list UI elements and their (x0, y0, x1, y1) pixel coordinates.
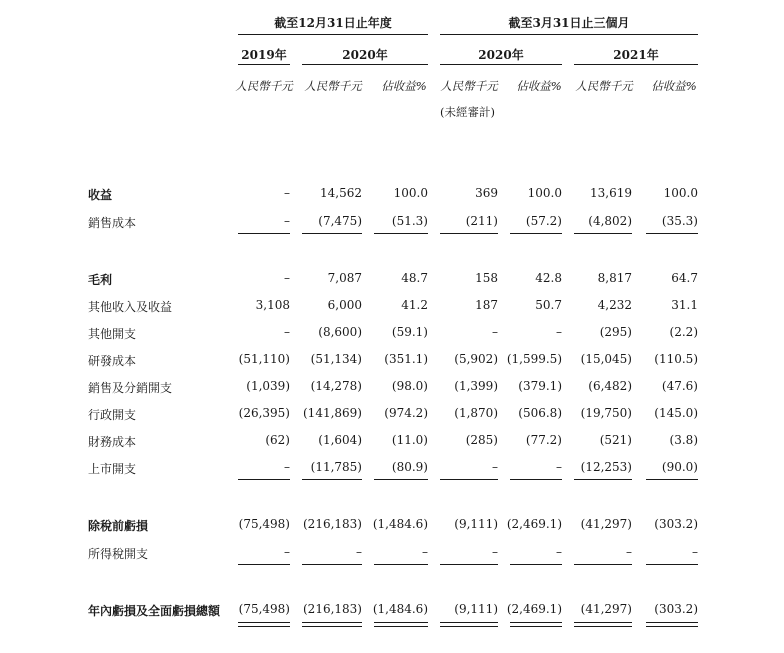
subtotal-underline (374, 479, 428, 480)
subtotal-underline (238, 479, 290, 480)
year-underline-2019 (238, 64, 290, 65)
unit-header: 人民幣千元 (575, 79, 633, 93)
table-cell: – (284, 325, 290, 339)
table-cell: (216,183) (303, 602, 362, 616)
year-underline-2020 (302, 64, 428, 65)
table-cell: (1,870) (454, 406, 498, 420)
row-label: 其他收入及收益 (88, 300, 173, 314)
table-cell: (11,785) (310, 460, 362, 474)
subtotal-underline (302, 564, 362, 565)
subtotal-underline (440, 479, 498, 480)
table-cell: 8,817 (597, 271, 632, 285)
subtotal-underline (374, 564, 428, 565)
subtotal-underline (646, 233, 698, 234)
subtotal-underline (302, 233, 362, 234)
total-double-underline-bottom (440, 626, 498, 627)
table-cell: – (284, 271, 290, 285)
subtotal-underline (574, 233, 632, 234)
table-cell: (47.6) (661, 379, 698, 393)
table-cell: (6,482) (588, 379, 632, 393)
unit-header: 佔收益% (651, 79, 697, 93)
table-cell: (75,498) (238, 602, 290, 616)
table-cell: (506.8) (518, 406, 562, 420)
table-cell: (1,399) (454, 379, 498, 393)
table-cell: – (422, 545, 428, 559)
table-cell: (62) (265, 433, 290, 447)
subtotal-underline (574, 479, 632, 480)
table-cell: 48.7 (401, 271, 428, 285)
total-double-underline-bottom (574, 626, 632, 627)
table-cell: – (556, 460, 562, 474)
table-cell: (12,253) (580, 460, 632, 474)
total-double-underline-bottom (646, 626, 698, 627)
table-cell: – (556, 545, 562, 559)
row-label: 財務成本 (88, 435, 137, 449)
total-double-underline-top (238, 622, 290, 623)
row-label: 年內虧損及全面虧損總額 (88, 604, 221, 618)
table-cell: (521) (599, 433, 632, 447)
table-cell: (110.5) (654, 352, 698, 366)
row-label: 毛利 (88, 273, 113, 287)
table-cell: 100.0 (663, 186, 698, 200)
table-cell: – (492, 545, 498, 559)
table-cell: (14,278) (310, 379, 362, 393)
table-cell: (98.0) (391, 379, 428, 393)
subtotal-underline (510, 479, 562, 480)
table-cell: (57.2) (525, 214, 562, 228)
total-double-underline-top (440, 622, 498, 623)
table-cell: 50.7 (535, 298, 562, 312)
table-cell: 158 (475, 271, 498, 285)
group-header-quarter: 截至3月31日止三個月 (508, 16, 630, 30)
row-label: 銷售成本 (88, 216, 137, 230)
table-cell: (1,039) (246, 379, 290, 393)
table-cell: (51.3) (391, 214, 428, 228)
year-header-2020: 2020年 (342, 48, 388, 62)
table-cell: (2.2) (669, 325, 698, 339)
table-cell: (285) (465, 433, 498, 447)
group-header-year: 截至12月31日止年度 (274, 16, 392, 30)
table-cell: – (626, 545, 632, 559)
table-cell: (974.2) (384, 406, 428, 420)
unaudited-note: (未經審計) (440, 105, 495, 119)
table-cell: 13,619 (590, 186, 632, 200)
table-cell: (1,484.6) (372, 517, 428, 531)
subtotal-underline (646, 479, 698, 480)
subtotal-underline (510, 564, 562, 565)
unit-header: 佔收益% (516, 79, 562, 93)
total-double-underline-top (646, 622, 698, 623)
year-header-2021-q1: 2021年 (613, 48, 659, 62)
table-cell: (59.1) (391, 325, 428, 339)
table-cell: (303.2) (654, 602, 698, 616)
table-cell: (35.3) (661, 214, 698, 228)
table-cell: 6,000 (327, 298, 362, 312)
unit-header: 人民幣千元 (304, 79, 362, 93)
table-cell: 4,232 (597, 298, 632, 312)
subtotal-underline (238, 564, 290, 565)
table-cell: 3,108 (255, 298, 290, 312)
table-cell: 64.7 (671, 271, 698, 285)
row-label: 銷售及分銷開支 (88, 381, 173, 395)
row-label: 所得稅開支 (88, 547, 149, 561)
row-label: 研發成本 (88, 354, 137, 368)
table-cell: (51,110) (238, 352, 290, 366)
subtotal-underline (574, 564, 632, 565)
table-cell: (9,111) (454, 517, 498, 531)
unit-header: 佔收益% (381, 79, 427, 93)
row-label: 上市開支 (88, 462, 137, 476)
unit-header: 人民幣千元 (235, 79, 293, 93)
row-label: 除稅前虧損 (88, 519, 149, 533)
table-cell: (51,134) (310, 352, 362, 366)
unit-header: 人民幣千元 (440, 79, 498, 93)
total-double-underline-bottom (374, 626, 428, 627)
subtotal-underline (440, 564, 498, 565)
total-double-underline-top (374, 622, 428, 623)
subtotal-underline (238, 233, 290, 234)
subtotal-underline (302, 479, 362, 480)
table-cell: – (356, 545, 362, 559)
table-cell: (11.0) (391, 433, 428, 447)
year-header-2019: 2019年 (241, 48, 287, 62)
table-cell: (3.8) (669, 433, 698, 447)
table-cell: (7,475) (318, 214, 362, 228)
total-double-underline-top (510, 622, 562, 623)
table-cell: (211) (465, 214, 498, 228)
subtotal-underline (440, 233, 498, 234)
table-cell: (9,111) (454, 602, 498, 616)
year-underline-2020-q1 (440, 64, 562, 65)
table-cell: (141,869) (303, 406, 362, 420)
table-cell: – (284, 460, 290, 474)
table-cell: 14,562 (320, 186, 362, 200)
row-label: 收益 (88, 188, 113, 202)
table-cell: – (284, 214, 290, 228)
total-double-underline-bottom (302, 626, 362, 627)
year-underline-2021-q1 (574, 64, 698, 65)
table-cell: 100.0 (393, 186, 428, 200)
row-label: 行政開支 (88, 408, 137, 422)
table-cell: – (692, 545, 698, 559)
table-cell: (351.1) (384, 352, 428, 366)
table-cell: (1,604) (318, 433, 362, 447)
table-cell: (303.2) (654, 517, 698, 531)
table-cell: (75,498) (238, 517, 290, 531)
table-cell: (2,469.1) (506, 517, 562, 531)
table-cell: (379.1) (518, 379, 562, 393)
table-cell: (1,599.5) (506, 352, 562, 366)
table-cell: 42.8 (535, 271, 562, 285)
table-cell: (5,902) (454, 352, 498, 366)
table-cell: (90.0) (661, 460, 698, 474)
table-cell: – (492, 325, 498, 339)
table-cell: (295) (599, 325, 632, 339)
total-double-underline-top (302, 622, 362, 623)
total-double-underline-bottom (238, 626, 290, 627)
table-cell: 31.1 (671, 298, 698, 312)
subtotal-underline (510, 233, 562, 234)
table-cell: (4,802) (588, 214, 632, 228)
table-cell: – (556, 325, 562, 339)
table-cell: (77.2) (525, 433, 562, 447)
table-cell: – (492, 460, 498, 474)
table-cell: (145.0) (654, 406, 698, 420)
total-double-underline-top (574, 622, 632, 623)
year-header-2020-q1: 2020年 (478, 48, 524, 62)
table-cell: 100.0 (527, 186, 562, 200)
table-cell: 187 (475, 298, 498, 312)
total-double-underline-bottom (510, 626, 562, 627)
row-label: 其他開支 (88, 327, 137, 341)
table-cell: (80.9) (391, 460, 428, 474)
table-cell: (8,600) (318, 325, 362, 339)
table-cell: – (284, 545, 290, 559)
table-cell: 7,087 (327, 271, 362, 285)
group-underline-year (238, 34, 428, 35)
table-cell: (15,045) (580, 352, 632, 366)
table-cell: (41,297) (580, 517, 632, 531)
table-cell: 41.2 (401, 298, 428, 312)
table-cell: (19,750) (580, 406, 632, 420)
table-cell: (26,395) (238, 406, 290, 420)
table-cell: 369 (475, 186, 498, 200)
subtotal-underline (646, 564, 698, 565)
table-cell: (2,469.1) (506, 602, 562, 616)
table-cell: (41,297) (580, 602, 632, 616)
subtotal-underline (374, 233, 428, 234)
table-cell: (1,484.6) (372, 602, 428, 616)
table-cell: (216,183) (303, 517, 362, 531)
table-cell: – (284, 186, 290, 200)
group-underline-quarter (440, 34, 698, 35)
